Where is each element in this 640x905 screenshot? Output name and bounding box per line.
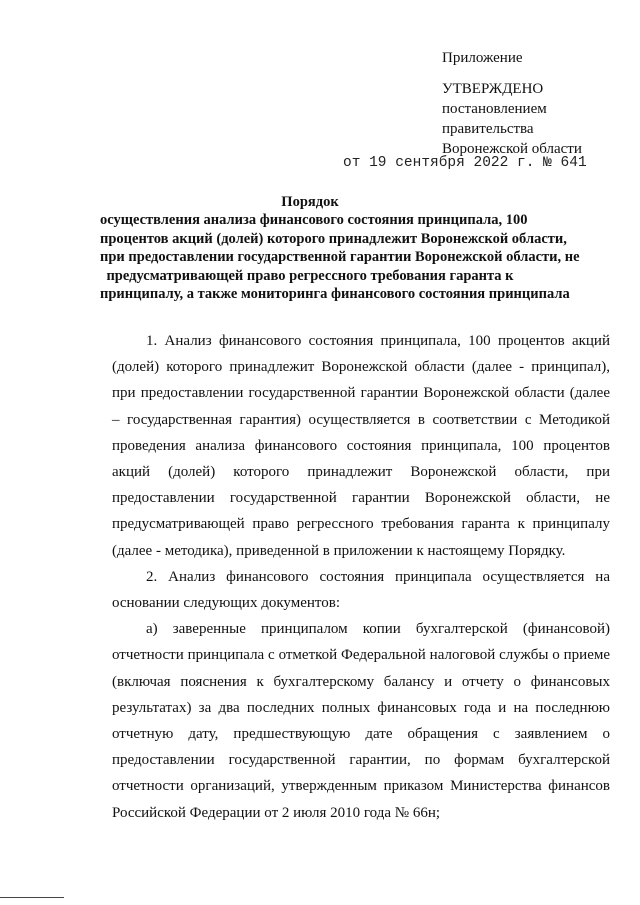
decree-date-number: от 19 сентября 2022 г. № 641 [343,155,587,171]
approval-block [442,48,622,159]
approval-line-3: Воронежской области [442,141,582,157]
paragraph-1: 1. Анализ финансового состояния принципала, 100 процентов акций (долей) которого принадлежит Воронежской области (далее - принципал), при предоставлении государственной гарантии Воронежской области (далее – государственная гарантия) осуществляется в соответствии с Методикой проведения анализа финансового состояния принципала, 100 процентов акций (долей) которого принадлежит Воронежской области, при предоставлении государственной гарантии Воронежской области, не предусматривающей право регрессного требования гаранта к принципалу (далее - методика), приведенной в приложении к настоящему Порядку. [112,333,610,559]
title-line-1: Порядок [281,194,339,210]
appendix-label: Приложение [442,50,523,66]
title-line-4: при предоставлении государственной гарантии Воронежской области, не [100,249,580,266]
document-title [100,193,580,303]
title-line-6: принципалу, а также мониторинга финансового состояния принципала [100,286,570,303]
footer-divider [0,897,64,898]
title-line-5: предусматривающей право регрессного требования гаранта к [106,267,514,284]
approval-line-1: постановлением [442,101,547,117]
approved-label: УТВЕРЖДЕНО [442,81,544,97]
approval-line-2: правительства [442,121,534,137]
paragraph-2: 2. Анализ финансового состояния принципала осуществляется на основании следующих документов: [112,568,610,612]
document-body [112,328,610,826]
paragraph-2a: а) заверенные принципалом копии бухгалтерской (финансовой) отчетности принципала с отметкой Федеральной налоговой службы о приеме (включая пояснения к бухгалтерскому балансу и отчету о финансовых результатах) за два последних полных финансовых года и на последнюю отчетную дату, предшествующую дате обращения с заявлением о предоставлении государственной гарантии, по формам бухгалтерской отчетности организаций, утвержденным приказом Министерства финансов Российской Федерации от 2 июля 2010 года № 66н; [112,621,610,821]
title-line-2: осуществления анализа финансового состояния принципала, 100 [100,212,528,229]
title-line-3: процентов акций (долей) которого принадлежит Воронежской области, [100,230,567,247]
